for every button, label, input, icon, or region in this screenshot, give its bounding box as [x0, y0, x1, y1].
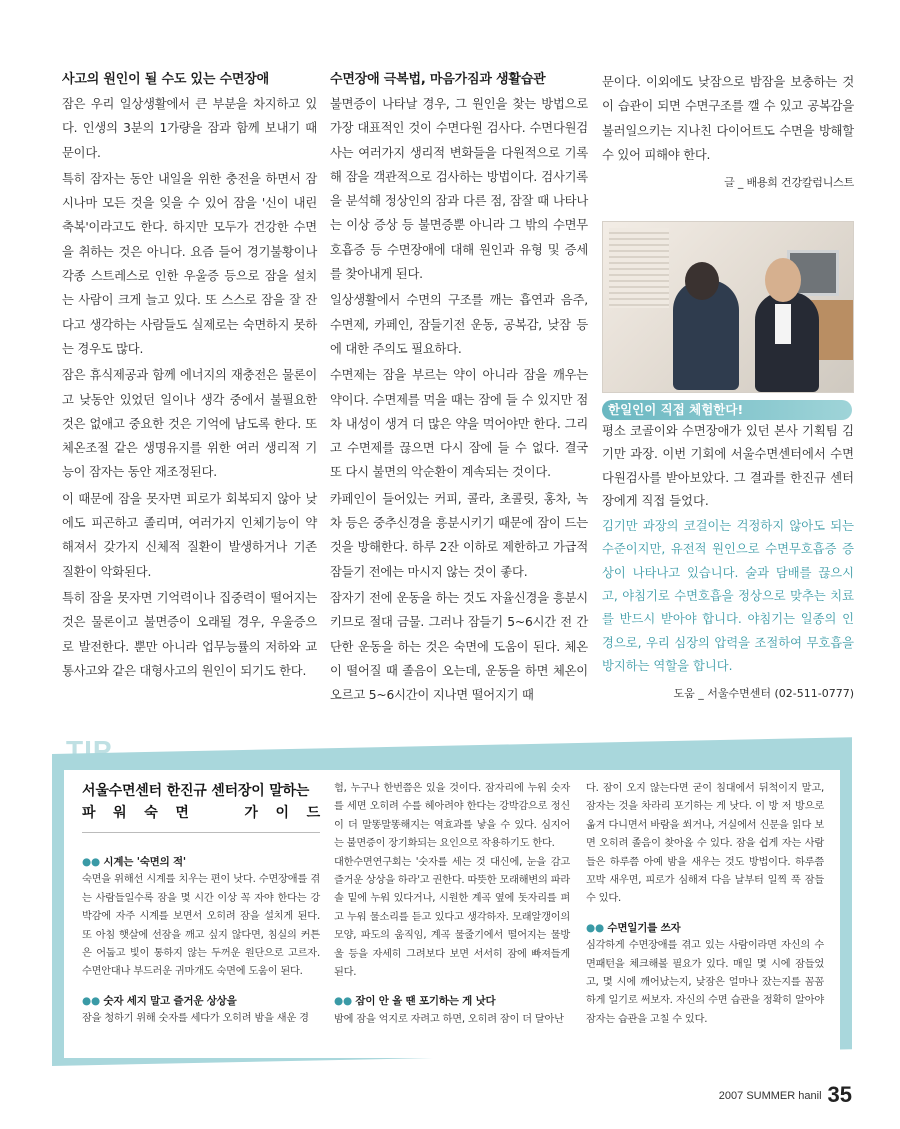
- tip-title-line1: 서울수면센터 한진규 센터장이 말하는: [82, 783, 310, 799]
- doctor-quote: 김기만 과장의 코걸이는 걱정하지 않아도 되는 수준이지만, 유전적 원인으로 수면무호흡증 증상이 나타나고 있습니다. 술과 담배를 끊으시고, 야침기로 수면호흡을 정상으로 맞추는 치료를 반드시 받아야 합니다. 야침기는 일종의 인경으로, 우리 심장의 압력을 조절하여 무호흡을 방지하는 역할을 합니다.: [602, 519, 854, 673]
- paragraph: 잠을 청하기 위해 숫자를 세다가 오히려 밤을 새운 경: [82, 1013, 309, 1025]
- tip-box: [64, 770, 840, 1058]
- experience-text: [602, 420, 854, 706]
- divider: [82, 832, 320, 833]
- paragraph: 심각하게 수면장애를 겪고 있는 사람이라면 자신의 수면패턴을 체크해볼 필요가 있다. 매일 몇 시에 잠들었고, 몇 시에 깨어났는지, 낮잠은 얼마나 잤는지를 꼼꼼하게 일기로 써보자. 자신의 수면 습관을 정확히 알아야 잠자는 습관을 고칠 수 있다.: [586, 940, 824, 1025]
- article-column-3: [602, 70, 854, 195]
- tip-heading: ●● 숫자 세지 말고 즐거운 상상을: [82, 994, 237, 1007]
- doctor-head: [685, 262, 719, 300]
- tip-column-2: [334, 780, 570, 1029]
- issue-label: 2007 SUMMER hanil: [718, 1090, 822, 1102]
- page-footer: [719, 1082, 852, 1108]
- help-credit: 도움 _ 서울수면센터 (02-511-0777): [673, 687, 854, 701]
- title-char: 숙: [144, 805, 158, 821]
- title-char: 드: [306, 805, 320, 821]
- tip-title-line2: [82, 802, 320, 824]
- section-heading: 사고의 원인이 될 수도 있는 수면장애: [62, 72, 269, 87]
- paragraph: 대한수면연구회는 '숫자를 세는 것 대신에, 눈을 감고 즐거운 상상을 하라'고 권한다. 따뜻한 모래해변의 파라솔 밑에 누워 있다거나, 시원한 계곡 옆에 돗자리를 펴고 누워 물소리를 듣고 있다고 생각하자. 모래알갱이의 모양, 파도의 움직임, 계곡 물줄기에서 떨어지는 물방울 등을 자세히 그려보다 보면 서서히 잠에 빠져들게 된다.: [334, 856, 570, 979]
- patient-shirt: [775, 304, 791, 344]
- tip-heading: ●● 잠이 안 올 땐 포기하는 게 낫다: [334, 995, 496, 1008]
- sleep-test-photo: [602, 221, 854, 393]
- bullet-icon: ●●: [334, 995, 352, 1008]
- tip-column-1: [82, 780, 320, 1029]
- paragraph: 숙면을 위해선 시계를 치우는 편이 낫다. 수면장애를 겪는 사람들일수록 잠을 몇 시간 이상 꼭 자야 한다는 강박감에 자주 시계를 보면서 오히려 잠을 설치게 된다. 또 아침 햇살에 선잠을 깨고 싶지 않다면, 침실의 커튼은 어둡고 빛이 통하지 않는 두꺼운 원단으로 고르자. 수면안대나 부드러운 귀마개도 숙면에 도움이 된다.: [82, 874, 320, 978]
- article-column-1: [62, 70, 317, 685]
- window-blind: [609, 228, 669, 308]
- page-number: 35: [827, 1082, 852, 1107]
- section-heading: 수면장애 극복법, 마음가짐과 생활습관: [330, 72, 546, 87]
- bullet-icon: ●●: [82, 856, 100, 868]
- paragraph: 밤에 잠을 억지로 자려고 하면, 오히려 잠이 더 달아난: [334, 1013, 564, 1025]
- title-char: 면: [175, 805, 189, 821]
- paragraph: 잠은 우리 일상생활에서 큰 부분을 차지하고 있다. 인생의 3분의 1가량을 잠과 함께 보내기 때문이다.: [62, 97, 317, 160]
- paragraph: 카페인이 들어있는 커피, 콜라, 초콜릿, 홍차, 녹차 등은 중추신경을 흥분시키기 때문에 잠이 드는 것을 방해한다. 하루 2잔 이하로 제한하고 가급적 잠들기 전에는 마시지 않는 것이 좋다.: [330, 491, 588, 579]
- patient-head: [765, 258, 801, 302]
- paragraph: 잠자기 전에 운동을 하는 것도 자율신경을 흥분시키므로 절대 금물. 그러나 잠들기 5~6시간 전 간단한 운동을 하는 것은 숙면에 도움이 된다. 체온이 떨어질 때 졸음이 오는데, 운동을 하면 체온이 오르고 5~6시간이 지나면 떨어지기 때: [330, 590, 588, 703]
- title-char: 파: [82, 805, 96, 821]
- tip-column-3: [586, 780, 824, 1029]
- paragraph: 잠은 휴식제공과 함께 에너지의 재충전은 물론이고 낮동안 있었던 일이나 생각 중에서 불필요한 것은 없애고 중요한 것은 기억에 남도록 한다. 또 체온조절 같은 생명유지를 위한 여러 생리적 기능이 잠자는 동안 재조정된다.: [62, 368, 317, 480]
- paragraph: 특히 잠을 못자면 기억력이나 집중력이 떨어지는 것은 물론이고 불면증이 오래될 경우, 우울증으로 발전한다. 뿐만 아니라 업무능률의 저하와 교통사고와 같은 대형사고의 원인이 되기도 한다.: [62, 590, 317, 678]
- paragraph: 수면제는 잠을 부르는 약이 아니라 잠을 깨우는 약이다. 수면제를 먹을 때는 잠에 들 수 있지만 점차 내성이 생겨 더 많은 약을 먹어야만 한다. 그리고 수면제를 끊으면 다시 잠에 들 수 없다. 결국 또 다시 불면의 악순환이 계속되는 것이다.: [330, 368, 588, 480]
- paragraph: 이 때문에 잠을 못자면 피로가 회복되지 않아 낮에도 피곤하고 졸리며, 여러가지 인체기능이 약해져서 갖가지 신체적 질환이 발생하거나 기존 질환이 악화된다.: [62, 491, 317, 579]
- paragraph: 불면증이 나타날 경우, 그 원인을 찾는 방법으로 가장 대표적인 것이 수면다원 검사다. 수면다원검사는 여러가지 생리적 변화들을 다원적으로 기록해 잠을 객관적으로 검사하는 방법이다. 검사기록을 분석해 정상인의 잠과 다른 점, 잠잘 때 나타나는 이상 증상 등 불면증뿐 아니라 그 밖의 수면무호흡증 등 수면장애에 대해 원인과 유형 및 증세를 찾아내게 된다.: [330, 97, 588, 282]
- paragraph: 평소 코골이와 수면장애가 있던 본사 기획팀 김기만 과장. 이번 기회에 서울수면센터에서 수면다원검사를 받아보았다. 그 결과를 한진규 센터장에게 직접 들었다.: [602, 424, 854, 508]
- paragraph: 험, 누구나 한번쯤은 있을 것이다. 잠자리에 누워 숫자를 세면 오히려 수를 헤아려야 한다는 강박감으로 정신이 더 말똥말똥해지는 역효과를 낳을 수 있다. 심지어는 불면증이 장기화되는 요인으로 작용하기도 한다.: [334, 783, 570, 850]
- tip-label: TIP: [66, 735, 113, 766]
- tip-heading: ●● 수면일기를 쓰자: [586, 921, 681, 934]
- article-column-2: [330, 70, 588, 709]
- tip-heading: ●● 시계는 '숙면의 적': [82, 856, 186, 868]
- title-char: 가: [244, 805, 258, 821]
- paragraph: 특히 잠자는 동안 내일을 위한 충전을 하면서 잠시나마 모든 것을 잊을 수 있어 잠을 '신이 내린 축복'이라고도 한다. 하지만 모두가 건강한 수면을 취하는 것은 아니다. 요즘 들어 경기불황이나 각종 스트레스로 인한 우울증 등으로 잠을 설치는 사람이 크게 늘고 있다. 또 스스로 잠을 잘 잔다고 생각하는 사람들도 실제로는 숙면하지 못하는 경우도 많다.: [62, 171, 317, 356]
- author-credit: 글 _ 배용희 건강칼럼니스트: [724, 176, 854, 190]
- paragraph: 문이다. 이외에도 낮잠으로 밤잠을 보충하는 것이 습관이 되면 수면구조를 깰 수 있고 공복감을 불러일으키는 지나친 다이어트도 수면을 방해할 수 있어 피해야 한다.: [602, 75, 854, 162]
- title-char: 이: [275, 805, 289, 821]
- title-char: 워: [113, 805, 127, 821]
- paragraph: 다. 잠이 오지 않는다면 굳이 침대에서 뒤척이지 말고, 잠자는 것을 차라리 포기하는 게 낫다. 이 방 저 방으로 옮겨 다니면서 바람을 쐬거나, 거실에서 신문을 읽다 보면 오히려 졸음이 찾아올 수 있다. 잠을 쉽게 자는 사람들은 하루쯤 아예 밤을 새우는 것도 방법이다. 하루쯤 꼬박 새우면, 피로가 심해져 다음 날부터 일찍 푹 잠들 수 있다.: [586, 783, 824, 905]
- bullet-icon: ●●: [586, 921, 604, 934]
- paragraph: 일상생활에서 수면의 구조를 깨는 흡연과 음주, 수면제, 카페인, 잠들기전 운동, 공복감, 낮잠 등에 대한 주의도 필요하다.: [330, 293, 588, 356]
- experience-badge: 한일인이 직접 체험한다!: [602, 400, 852, 420]
- bullet-icon: ●●: [82, 994, 100, 1007]
